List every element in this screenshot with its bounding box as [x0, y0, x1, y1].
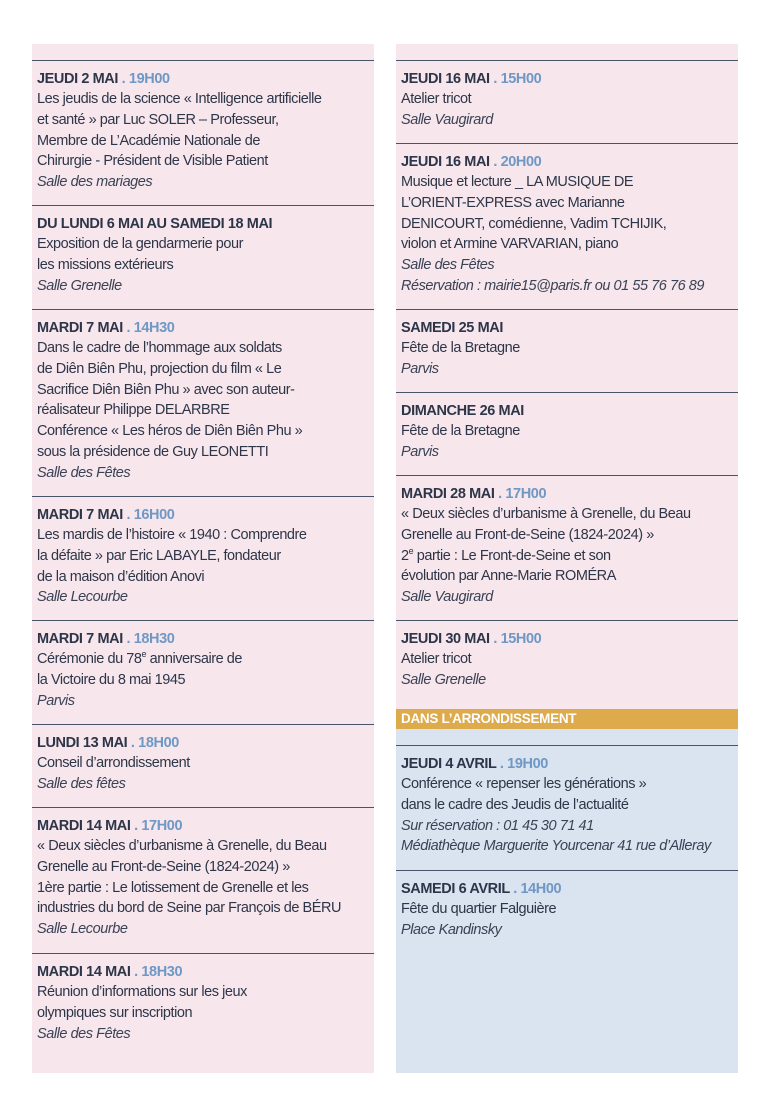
event-time: . 18H00	[130, 735, 179, 751]
event-entry	[32, 60, 374, 193]
event-entry	[396, 620, 738, 691]
event-date: JEUDI 2 MAI . 19H00	[37, 71, 170, 87]
event-entry	[32, 309, 374, 484]
event-date: SAMEDI 6 AVRIL . 14H00	[401, 881, 562, 897]
left-column	[32, 44, 374, 1073]
event-date: MARDI 7 MAI . 18H30	[37, 631, 175, 647]
event-time: . 20H00	[493, 154, 542, 170]
event-description: Grenelle au Front-de-Seine (1824-2024) »	[401, 526, 654, 543]
section-title: DANS L’ARRONDISSEMENT	[396, 709, 738, 729]
event-description: Fête du quartier Falguière	[401, 901, 557, 917]
event-date: JEUDI 30 MAI . 15H00	[401, 631, 542, 647]
event-place: Place Kandinsky	[401, 921, 502, 938]
event-description: olympiques sur inscription	[37, 1004, 193, 1021]
event-entry	[396, 475, 738, 608]
event-description: sous la présidence de Guy LEONETTI	[37, 443, 269, 460]
event-description: industries du bord de Seine par François de BÉRU	[37, 900, 342, 917]
event-description: de Diên Biên Phu, projection du film « Le	[37, 360, 282, 377]
event-description: Les jeudis de la science « Intelligence artificielle	[37, 91, 322, 107]
event-date: DU LUNDI 6 MAI AU SAMEDI 18 MAI	[37, 216, 273, 232]
event-time: . 18H30	[126, 631, 175, 647]
event-description: Conférence « Les héros de Diên Biên Phu »	[37, 423, 303, 440]
event-description: Les mardis de l’histoire « 1940 : Comprendre	[37, 527, 307, 543]
event-place: Salle Vaugirard	[401, 111, 493, 128]
event-description: Fête de la Bretagne	[401, 340, 520, 356]
event-description: et santé » par Luc SOLER – Professeur,	[37, 111, 279, 128]
event-description: de la maison d’édition Anovi	[37, 568, 205, 585]
event-description: Chirurgie - Président de Visible Patient	[37, 153, 268, 170]
event-description: violon et Armine VARVARIAN, piano	[401, 236, 619, 253]
event-time: . 15H00	[493, 631, 542, 647]
event-description: Conférence « repenser les générations »	[401, 776, 647, 792]
event-description: évolution par Anne-Marie ROMÉRA	[401, 568, 616, 585]
event-entry	[32, 953, 374, 1044]
event-description: « Deux siècles d’urbanisme à Grenelle, du Beau	[37, 838, 327, 854]
event-time: . 15H00	[493, 71, 542, 87]
event-description: DENICOURT, comédienne, Vadim TCHIJIK,	[401, 215, 667, 232]
event-time: . 19H00	[121, 71, 170, 87]
event-entry	[32, 205, 374, 296]
event-place: Salle Lecourbe	[37, 921, 128, 938]
event-date: LUNDI 13 MAI . 18H00	[37, 735, 179, 751]
event-time: . 17H00	[498, 486, 547, 502]
event-entry	[32, 496, 374, 608]
event-place: Médiathèque Marguerite Yourcenar 41 rue d’Alleray	[401, 838, 711, 855]
event-time: . 18H30	[134, 964, 183, 980]
event-place: Parvis	[37, 692, 75, 709]
event-place: Salle des Fêtes	[401, 257, 495, 274]
event-entry	[32, 724, 374, 795]
event-entry	[32, 620, 374, 711]
event-place: Salle des Fêtes	[37, 464, 131, 481]
event-time: . 17H00	[134, 818, 183, 834]
event-date: MARDI 7 MAI . 14H30	[37, 320, 175, 336]
event-date: MARDI 28 MAI . 17H00	[401, 486, 547, 502]
event-entry	[396, 745, 738, 857]
event-place: Salle des mariages	[37, 174, 153, 191]
event-description: 1ère partie : Le lotissement de Grenelle et les	[37, 879, 309, 896]
event-description: les missions extérieurs	[37, 256, 174, 273]
event-date: SAMEDI 25 MAI	[401, 320, 503, 336]
event-entry	[396, 60, 738, 131]
right-column	[396, 44, 738, 1073]
event-description: Grenelle au Front-de-Seine (1824-2024) »	[37, 858, 290, 875]
event-description: 2e partie : Le Front-de-Seine et son	[401, 545, 611, 564]
event-place: Salle Grenelle	[401, 671, 486, 688]
event-date: MARDI 14 MAI . 17H00	[37, 818, 183, 834]
event-description: Exposition de la gendarmerie pour	[37, 236, 244, 252]
event-place: Salle Vaugirard	[401, 589, 493, 606]
event-description: « Deux siècles d’urbanisme à Grenelle, du Beau	[401, 506, 691, 522]
event-date: JEUDI 16 MAI . 15H00	[401, 71, 542, 87]
event-description: Dans le cadre de l’hommage aux soldats	[37, 340, 282, 356]
event-time: . 19H00	[499, 756, 548, 772]
event-description: Membre de L’Académie Nationale de	[37, 132, 260, 149]
event-reservation: Sur réservation : 01 45 30 71 41	[401, 817, 594, 834]
event-description: Conseil d’arrondissement	[37, 755, 190, 771]
event-time: . 14H30	[126, 320, 175, 336]
event-place: Salle Grenelle	[37, 277, 122, 294]
event-place: Parvis	[401, 360, 439, 377]
event-place: Salle des Fêtes	[37, 1025, 131, 1042]
event-entry	[32, 807, 374, 940]
event-date: DIMANCHE 26 MAI	[401, 403, 524, 419]
event-date: JEUDI 16 MAI . 20H00	[401, 154, 542, 170]
event-description: L’ORIENT-EXPRESS avec Marianne	[401, 194, 625, 211]
event-description: Fête de la Bretagne	[401, 423, 520, 439]
event-description: Sacrifice Diên Biên Phu » avec son auteur-	[37, 381, 295, 398]
event-place: Salle Lecourbe	[37, 589, 128, 606]
event-date: MARDI 14 MAI . 18H30	[37, 964, 183, 980]
event-entry	[396, 143, 738, 297]
event-description: la défaite » par Eric LABAYLE, fondateur	[37, 547, 281, 564]
event-time: . 16H00	[126, 507, 175, 523]
event-description: Atelier tricot	[401, 651, 472, 667]
event-entry	[396, 392, 738, 463]
event-description: Réunion d’informations sur les jeux	[37, 984, 247, 1000]
event-date: MARDI 7 MAI . 16H00	[37, 507, 175, 523]
event-description: Cérémonie du 78e anniversaire de	[37, 649, 243, 667]
event-entry	[396, 870, 738, 941]
event-entry	[396, 309, 738, 380]
event-description: dans le cadre des Jeudis de l’actualité	[401, 796, 629, 813]
event-description: Atelier tricot	[401, 91, 472, 107]
event-date: JEUDI 4 AVRIL . 19H00	[401, 756, 548, 772]
event-description: Musique et lecture _ LA MUSIQUE DE	[401, 174, 634, 190]
event-description: la Victoire du 8 mai 1945	[37, 671, 186, 688]
event-time: . 14H00	[513, 881, 562, 897]
event-description: réalisateur Philippe DELARBRE	[37, 402, 230, 419]
event-reservation: Réservation : mairie15@paris.fr ou 01 55 76 76 89	[401, 277, 704, 294]
event-place: Salle des fêtes	[37, 775, 126, 792]
event-place: Parvis	[401, 443, 439, 460]
